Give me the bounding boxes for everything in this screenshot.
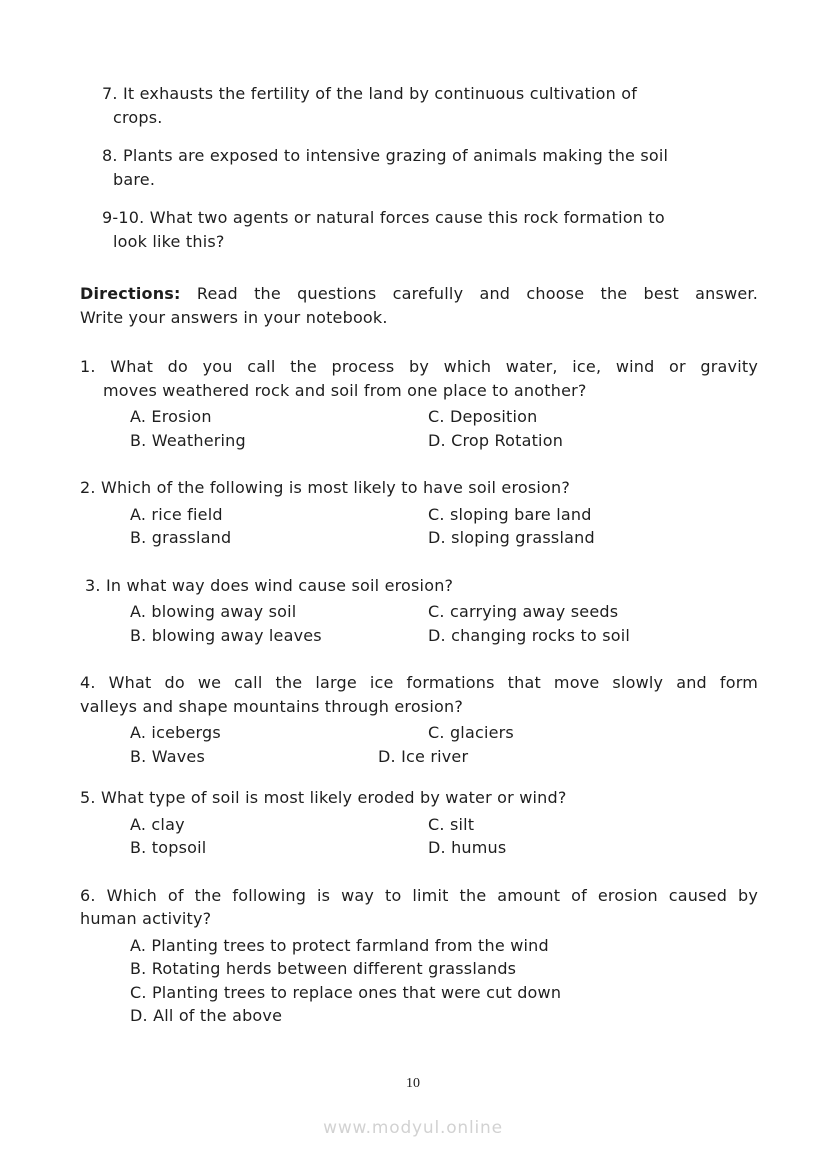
item-number: 8. bbox=[102, 146, 118, 165]
question-1-line2: moves weathered rock and soil from one place to another? bbox=[103, 380, 587, 400]
question-6 bbox=[80, 884, 758, 1028]
directions-label: Directions: bbox=[80, 284, 181, 303]
item-text: What two agents or natural forces cause this rock formation to bbox=[149, 208, 665, 227]
option-a: A. Planting trees to protect farmland from the wind bbox=[130, 935, 549, 955]
question-2 bbox=[80, 476, 758, 550]
question-6-options bbox=[80, 934, 758, 1028]
question-6-line1: 6. Which of the following is way to limit the amount of erosion caused by bbox=[80, 885, 758, 905]
item-text: It exhausts the fertility of the land by continuous cultivation of bbox=[122, 84, 638, 103]
option-a: A. Erosion bbox=[130, 407, 212, 426]
question-1-line1: 1. What do you call the process by which water, ice, wind or gravity bbox=[80, 357, 758, 376]
question-4-options bbox=[80, 721, 758, 768]
question-5-line1: 5. What type of soil is most likely eroded by water or wind? bbox=[80, 788, 567, 807]
option-row bbox=[80, 526, 758, 550]
question-3 bbox=[80, 574, 758, 648]
option-a: A. blowing away soil bbox=[130, 602, 297, 621]
item-number: 7. bbox=[102, 84, 118, 103]
fill-item-9-10-line1 bbox=[102, 206, 758, 230]
watermark: www.modyul.online bbox=[323, 1118, 503, 1138]
option-row bbox=[80, 745, 758, 769]
option-row bbox=[80, 721, 758, 745]
option-a: A. clay bbox=[130, 814, 185, 834]
option-b: B. Weathering bbox=[130, 430, 246, 450]
question-2-options bbox=[80, 503, 758, 550]
fill-item-9-10 bbox=[102, 206, 758, 253]
question-1 bbox=[80, 355, 758, 452]
page-content bbox=[80, 82, 758, 1052]
question-4 bbox=[80, 671, 758, 768]
option-c: C. Planting trees to replace ones that were cut down bbox=[130, 982, 562, 1002]
option-row bbox=[80, 429, 758, 453]
option-row bbox=[80, 405, 758, 429]
option-b: B. topsoil bbox=[130, 838, 207, 857]
option-b: B. Waves bbox=[130, 746, 205, 766]
option-d: D. Crop Rotation bbox=[428, 430, 564, 450]
fill-item-7-line1 bbox=[102, 82, 758, 106]
option-c: C. glaciers bbox=[428, 723, 514, 742]
option-d: D. Ice river bbox=[378, 746, 469, 766]
option-d: D. changing rocks to soil bbox=[428, 625, 631, 645]
question-5-options bbox=[80, 813, 758, 860]
directions-text: Read the questions carefully and choose the best answer. bbox=[196, 284, 758, 303]
page-number: 10 bbox=[406, 1076, 420, 1091]
option-d: D. sloping grassland bbox=[428, 528, 595, 547]
option-b: B. grassland bbox=[130, 528, 232, 547]
option-b: B. Rotating herds between different grasslands bbox=[130, 959, 517, 978]
fill-item-8 bbox=[102, 144, 758, 191]
fill-item-8-line2: bare. bbox=[113, 169, 156, 189]
fill-item-7 bbox=[102, 82, 758, 129]
fill-item-8-line1 bbox=[102, 144, 758, 168]
option-d: D. All of the above bbox=[130, 1006, 283, 1025]
option-b: B. blowing away leaves bbox=[130, 625, 322, 645]
option-row bbox=[80, 836, 758, 860]
question-4-line2: valleys and shape mountains through erosion? bbox=[80, 696, 464, 716]
option-row bbox=[80, 813, 758, 837]
question-3-options bbox=[80, 600, 758, 647]
option-c: C. sloping bare land bbox=[428, 504, 592, 524]
option-c: C. silt bbox=[428, 814, 475, 834]
option-row bbox=[80, 600, 758, 624]
question-4-line1: 4. What do we call the large ice formations that move slowly and form bbox=[80, 673, 758, 692]
option-row bbox=[80, 624, 758, 648]
directions-line1 bbox=[80, 282, 758, 306]
fill-item-9-10-line2: look like this? bbox=[113, 231, 225, 251]
directions bbox=[80, 282, 758, 329]
fill-item-7-line2: crops. bbox=[113, 107, 163, 127]
question-1-options bbox=[80, 405, 758, 452]
item-number: 9-10. bbox=[102, 208, 145, 227]
question-3-line1: 3. In what way does wind cause soil erosion? bbox=[85, 575, 454, 595]
option-c: C. carrying away seeds bbox=[428, 602, 619, 621]
option-a: A. icebergs bbox=[130, 723, 221, 742]
question-2-line1: 2. Which of the following is most likely to have soil erosion? bbox=[80, 478, 571, 497]
option-a: A. rice field bbox=[130, 504, 223, 524]
directions-line2: Write your answers in your notebook. bbox=[80, 307, 388, 327]
item-text: Plants are exposed to intensive grazing of animals making the soil bbox=[122, 146, 669, 165]
option-c: C. Deposition bbox=[428, 407, 538, 426]
option-row bbox=[80, 503, 758, 527]
question-6-line2: human activity? bbox=[80, 909, 212, 928]
question-5 bbox=[80, 786, 758, 860]
option-d: D. humus bbox=[428, 838, 507, 857]
